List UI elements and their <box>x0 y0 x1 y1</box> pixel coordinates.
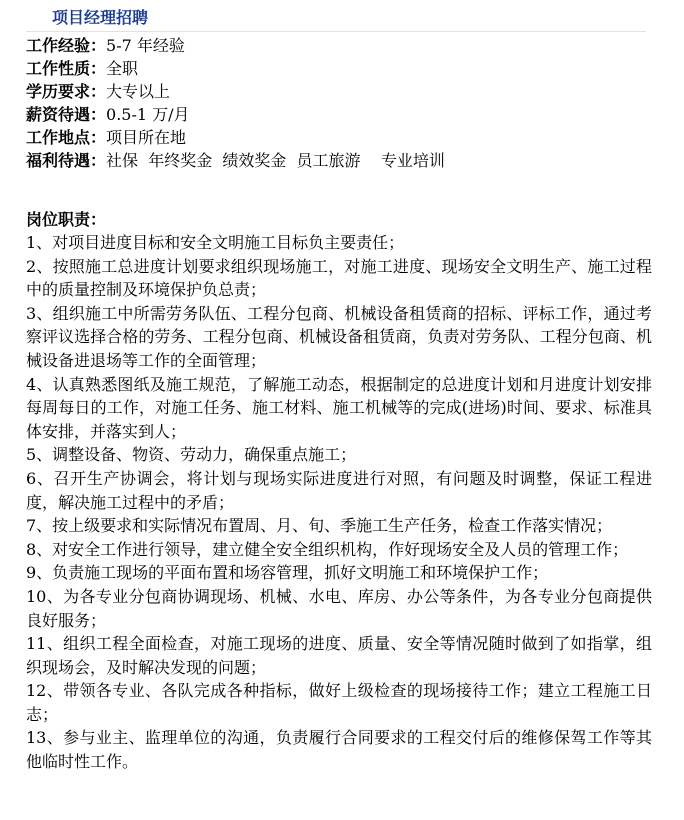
duty-item: 5、调整设备、物资、劳动力，确保重点施工； <box>26 445 357 465</box>
duty-item: 11、组织工程全面检查，对施工现场的进度、质量、安全等情况随时做到了如指掌，组织现场会，及时解决发现的问题； <box>26 634 652 677</box>
info-label: 学历要求： <box>26 82 107 101</box>
duty-item: 10、为各专业分包商协调现场、机械、水电、库房、办公等条件，为各专业分包商提供良好服务； <box>26 586 652 630</box>
duty-item: 1、对项目进度目标和安全文明施工目标负主要责任； <box>26 233 405 252</box>
info-value: 社保 年终奖金 绩效奖金 员工旅游 专业培训 <box>106 151 445 170</box>
info-value: 0.5-1 万/月 <box>106 105 190 124</box>
info-label: 工作地点： <box>26 128 107 147</box>
info-label: 工作性质： <box>26 59 107 78</box>
duties-heading: 岗位职责： <box>26 210 107 229</box>
duty-item: 8、对安全工作进行领导，建立健全安全组织机构，作好现场安全及人员的管理工作； <box>26 539 629 559</box>
info-row-job-type <box>26 57 666 80</box>
info-value: 全职 <box>106 59 139 78</box>
page-title: 项目经理招聘 <box>52 8 149 27</box>
job-duties <box>26 208 652 774</box>
info-row-education <box>26 80 666 103</box>
info-label: 薪资待遇： <box>26 105 107 124</box>
info-row-location <box>26 126 666 149</box>
duty-item: 2、按照施工总进度计划要求组织现场施工，对施工进度、现场安全文明生产、施工过程中的质量控制及环境保护负总责； <box>26 256 652 300</box>
duty-item: 3、组织施工中所需劳务队伍、工程分包商、机械设备租赁商的招标、评标工作，通过考察评议选择合格的劳务、工程分包商、机械设备租赁商，负责对劳务队、工程分包商、机械设备进退场等工作的全面管理； <box>26 303 652 370</box>
info-label: 工作经验： <box>26 36 107 55</box>
duty-item: 13、参与业主、监理单位的沟通，负责履行合同要求的工程交付后的维修保驾工作等其他临时性工作。 <box>26 728 652 772</box>
duty-item: 7、按上级要求和实际情况布置周、月、旬、季施工生产任务，检查工作落实情况； <box>26 516 613 536</box>
info-value: 大专以上 <box>106 82 171 101</box>
duty-item: 4、认真熟悉图纸及施工规范，了解施工动态，根据制定的总进度计划和月进度计划安排每周每日的工作，对施工任务、施工材料、施工机械等的完成(进场)时间、要求、标准具体安排，并落实到人； <box>26 374 652 441</box>
info-row-benefits <box>26 149 666 172</box>
duty-item: 12、带领各专业、各队完成各种指标，做好上级检查的现场接待工作；建立工程施工日志； <box>26 681 652 724</box>
info-value: 项目所在地 <box>106 128 187 147</box>
duty-item: 9、负责施工现场的平面布置和场容管理，抓好文明施工和环境保护工作； <box>26 563 549 583</box>
title-divider <box>26 31 646 32</box>
info-row-experience <box>26 34 666 57</box>
job-info <box>26 34 666 172</box>
info-label: 福利待遇： <box>26 151 107 170</box>
info-value: 5-7 年经验 <box>106 36 185 55</box>
info-row-salary <box>26 103 666 126</box>
duty-item: 6、召开生产协调会，将计划与现场实际进度进行对照，有问题及时调整，保证工程进度，解决施工过程中的矛盾； <box>26 468 652 512</box>
